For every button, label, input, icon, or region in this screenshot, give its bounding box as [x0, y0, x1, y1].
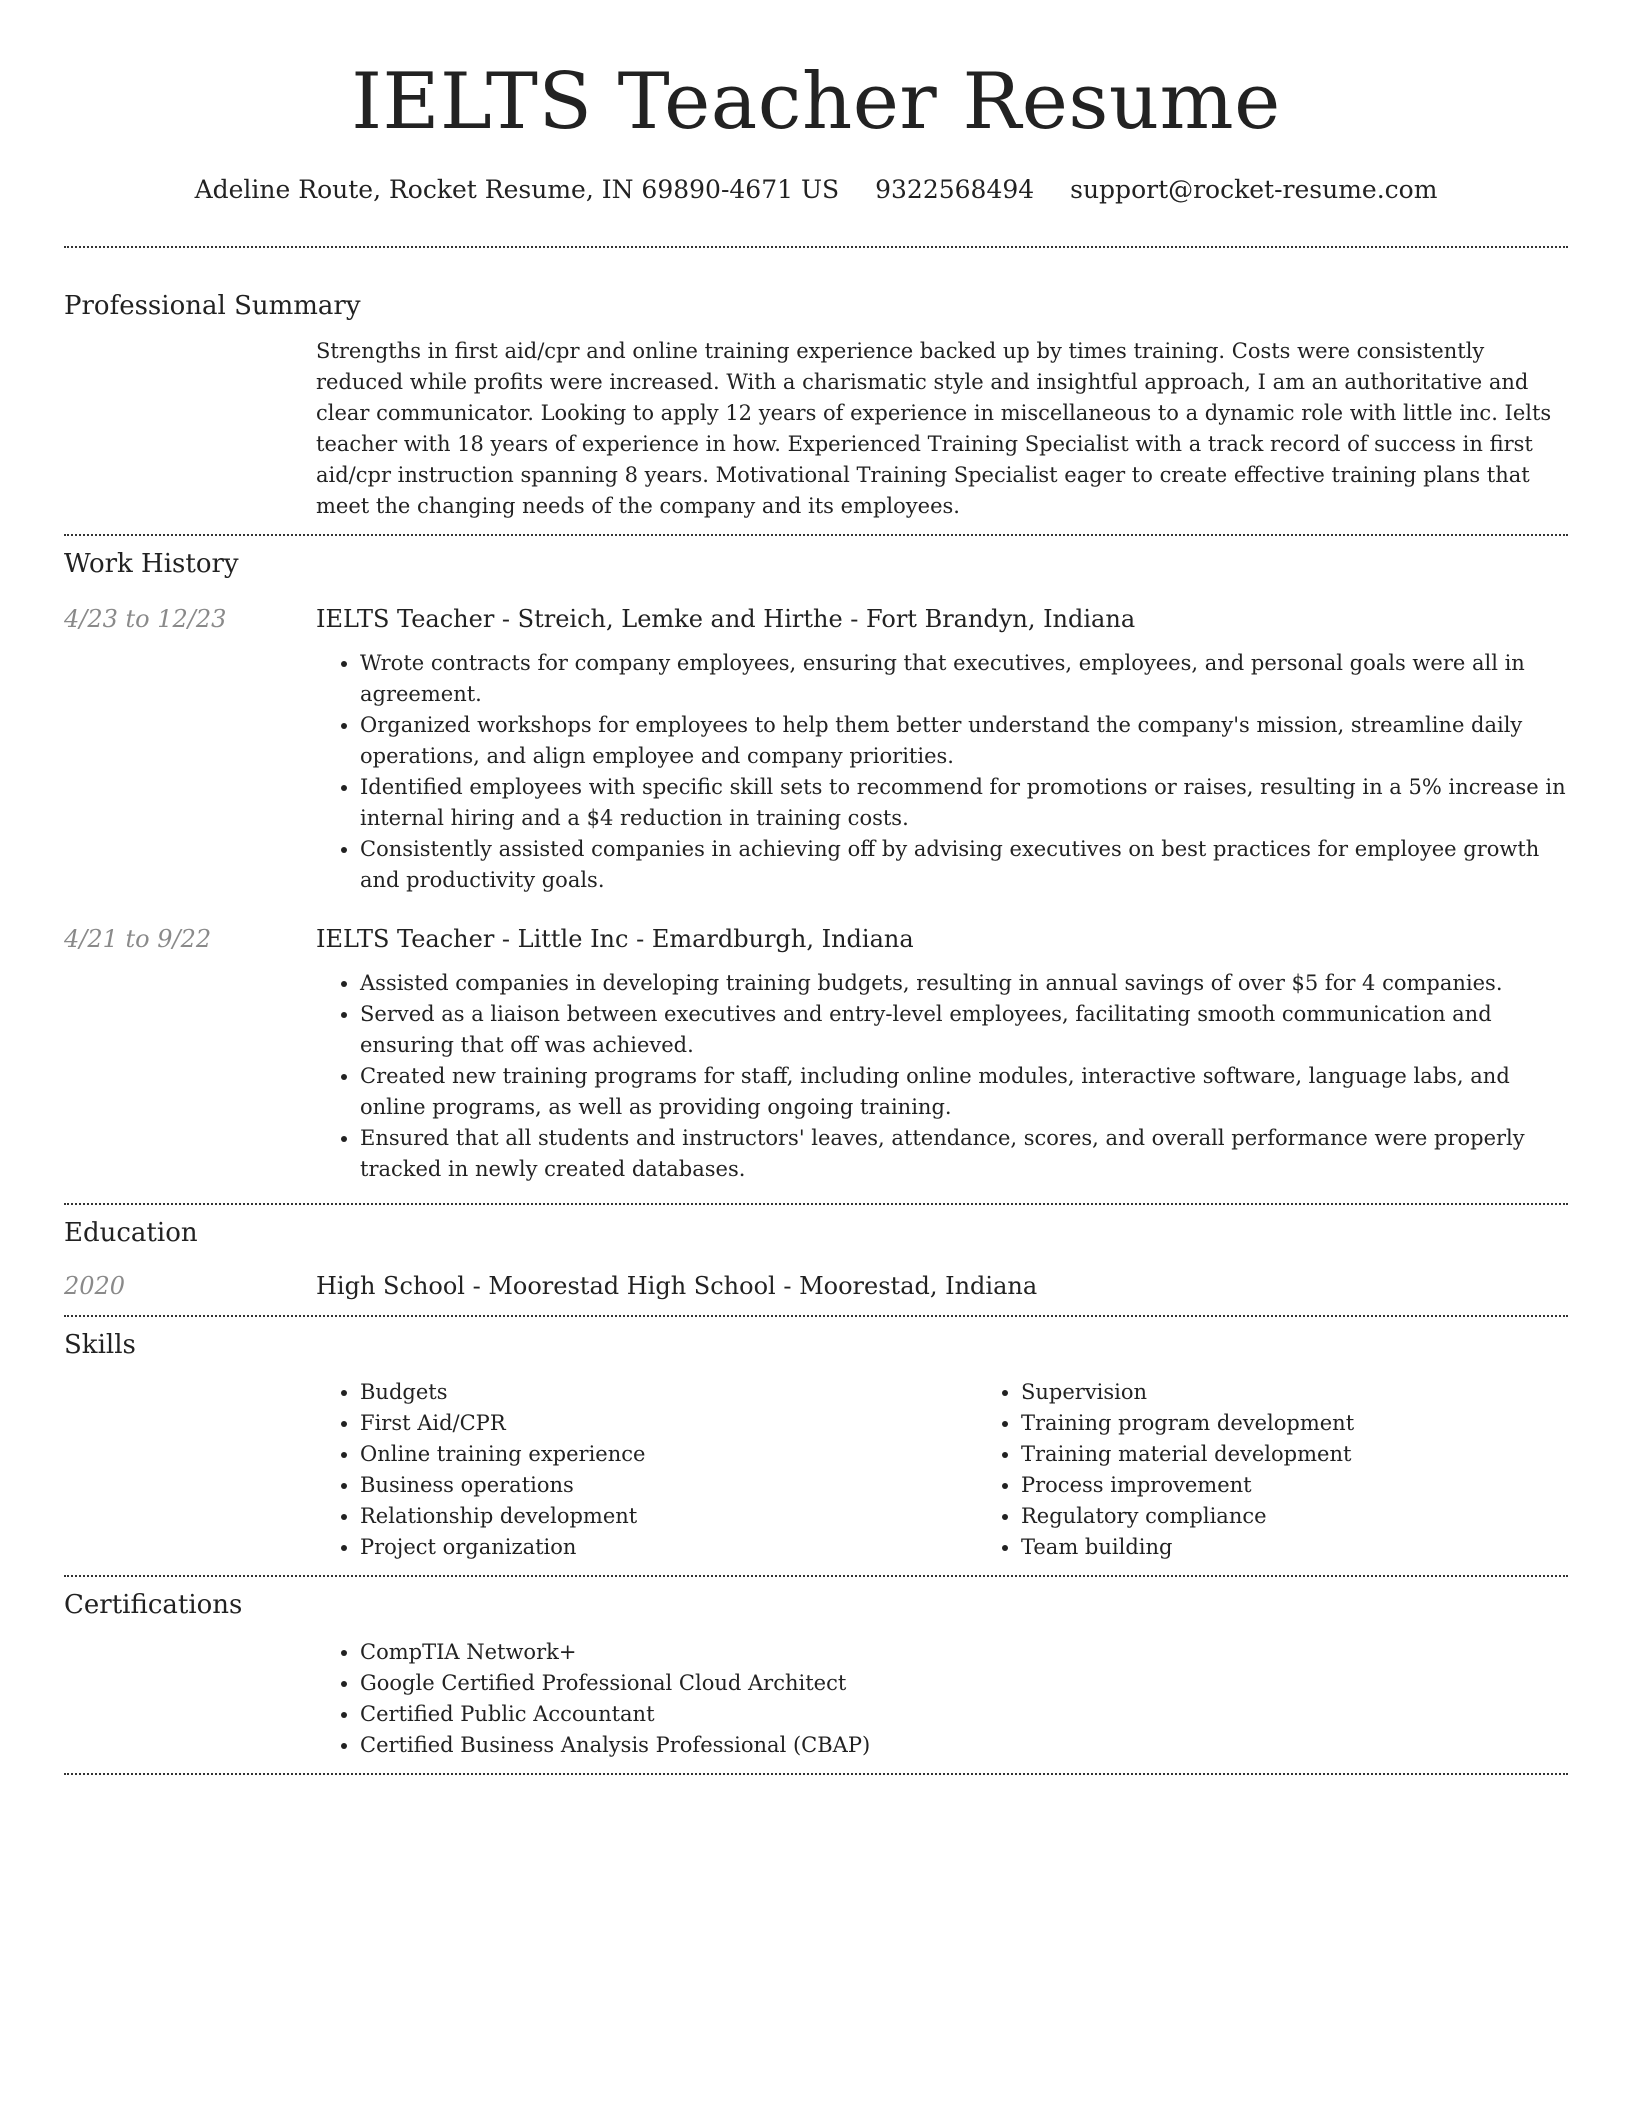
job-title: IELTS Teacher - Little Inc - Emardburgh, Indiana: [316, 925, 914, 953]
skill-item: • Process improvement: [1021, 1470, 1632, 1501]
certification-item: • Certified Public Accountant: [360, 1699, 1568, 1730]
work-history-section: [64, 546, 1568, 1203]
section-heading-skills: Skills: [64, 1330, 136, 1360]
contact-address: Adeline Route, Rocket Resume, IN 69890-4671 US: [194, 175, 840, 204]
skill-item: • Regulatory compliance: [1021, 1501, 1632, 1532]
skill-item: • Team building: [1021, 1532, 1632, 1563]
job-title: IELTS Teacher - Streich, Lemke and Hirthe - Fort Brandyn, Indiana: [316, 605, 1136, 633]
section-divider: [64, 534, 1568, 536]
skill-item: • Project organization: [360, 1532, 977, 1563]
section-heading-summary: Professional Summary: [64, 291, 361, 321]
section-heading-certifications: Certifications: [64, 1590, 243, 1620]
skills-grid: [316, 1377, 1568, 1575]
skills-section: [64, 1327, 1568, 1575]
contact-line: [64, 172, 1568, 208]
job-body: [316, 602, 1568, 896]
skill-item: • Supervision: [1021, 1377, 1632, 1408]
skill-item: • Training material development: [1021, 1439, 1632, 1470]
job-bullet: • Created new training programs for staff, including online modules, interactive software, language labs, and online programs, as well as providing ongoing training.: [360, 1061, 1568, 1123]
job-body: [316, 922, 1568, 1185]
skill-item: • First Aid/CPR: [360, 1408, 977, 1439]
education-title: High School - Moorestad High School - Moorestad, Indiana: [316, 1272, 1038, 1300]
skill-item: • Online training experience: [360, 1439, 977, 1470]
job-bullet: • Served as a liaison between executives and entry-level employees, facilitating smooth communication and ensuring that off was achieved.: [360, 999, 1568, 1061]
job-bullet: • Ensured that all students and instructors' leaves, attendance, scores, and overall performance were properly tracked in newly created databases.: [360, 1123, 1568, 1185]
skill-item: • Relationship development: [360, 1501, 977, 1532]
section-divider: [64, 1575, 1568, 1577]
job-entry: [64, 922, 1568, 1185]
contact-email: support@rocket-resume.com: [1070, 175, 1438, 204]
certification-item: • CompTIA Network+: [360, 1637, 1568, 1668]
skill-item: • Training program development: [1021, 1408, 1632, 1439]
job-dates: 4/21 to 9/22: [64, 925, 212, 953]
section-divider: [64, 1315, 1568, 1317]
contact-phone: 9322568494: [875, 175, 1035, 204]
skills-column-right: [977, 1377, 1632, 1563]
certification-bullets: [316, 1637, 1568, 1761]
section-heading-education: Education: [64, 1218, 198, 1248]
section-divider: [64, 1203, 1568, 1205]
job-bullet: • Wrote contracts for company employees, ensuring that executives, employees, and personal goals were all in agreement.: [360, 648, 1568, 710]
job-bullets: [316, 648, 1568, 896]
job-bullet: • Consistently assisted companies in achieving off by advising executives on best practices for employee growth and productivity goals.: [360, 834, 1568, 896]
certifications-section: [64, 1587, 1568, 1773]
section-divider: [64, 246, 1568, 248]
section-divider: [64, 1773, 1568, 1775]
section-heading-work: Work History: [64, 549, 239, 579]
education-entry: [64, 1269, 1568, 1303]
summary-text: Strengths in first aid/cpr and online training experience backed up by times training. Costs were consistently reduced while profits were increased. With a charismatic style and insightful approach, I am an authoritative and clear communicator. Looking to apply 12 years of experience in miscellaneous to a dynamic role with little inc. Ielts teacher with 18 years of experience in how. Experienced Training Specialist with a track record of success in first aid/cpr instruction spanning 8 years. Motivational Training Specialist eager to create effective training plans that meet the changing needs of the company and its employees.: [316, 339, 1552, 518]
professional-summary-section: [64, 288, 1568, 534]
education-body: [316, 1269, 1568, 1303]
certification-item: • Certified Business Analysis Professional (CBAP): [360, 1730, 1568, 1761]
certification-item: • Google Certified Professional Cloud Architect: [360, 1668, 1568, 1699]
job-bullets: [316, 968, 1568, 1185]
resume-title: IELTS Teacher Resume: [351, 57, 1281, 147]
education-date: 2020: [64, 1272, 126, 1300]
education-section: [64, 1215, 1568, 1315]
skills-column-left: [316, 1377, 977, 1563]
skill-item: • Budgets: [360, 1377, 977, 1408]
job-dates: 4/23 to 12/23: [64, 605, 227, 633]
certifications-list: [316, 1637, 1568, 1773]
job-bullet: • Identified employees with specific skill sets to recommend for promotions or raises, resulting in a 5% increase in internal hiring and a $4 reduction in training costs.: [360, 772, 1568, 834]
job-bullet: • Assisted companies in developing training budgets, resulting in annual savings of over $5 for 4 companies.: [360, 968, 1568, 999]
skill-item: • Business operations: [360, 1470, 977, 1501]
job-entry: [64, 602, 1568, 896]
job-bullet: • Organized workshops for employees to help them better understand the company's mission, streamline daily operations, and align employee and company priorities.: [360, 710, 1568, 772]
